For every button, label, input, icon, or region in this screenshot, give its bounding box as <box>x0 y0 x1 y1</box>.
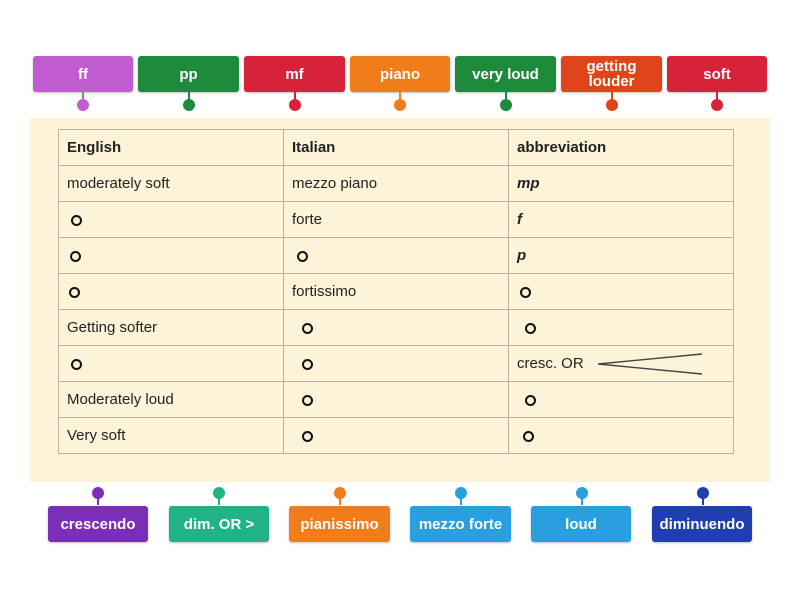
tile-label: dim. OR > <box>183 515 255 533</box>
tile-label: very loud <box>472 65 539 83</box>
tile-label: soft <box>703 65 731 83</box>
cell-italian <box>284 418 509 454</box>
drop-slot[interactable] <box>525 323 536 334</box>
pin-stem <box>97 497 99 505</box>
pin-stem <box>339 497 341 505</box>
header-abbreviation: abbreviation <box>509 130 734 166</box>
cell-abbreviation <box>509 346 734 382</box>
pin-dot <box>500 99 512 111</box>
tile-crescendo[interactable] <box>48 506 148 542</box>
pin-dot <box>711 99 723 111</box>
drop-slot[interactable] <box>69 287 80 298</box>
tile-label: mezzo forte <box>418 515 503 533</box>
dynamics-table <box>58 129 734 454</box>
tile-loud[interactable] <box>531 506 631 542</box>
drop-slot[interactable] <box>71 215 82 226</box>
table-row <box>59 238 734 274</box>
cell-english <box>59 202 284 238</box>
drop-slot[interactable] <box>70 251 81 262</box>
table-row <box>59 346 734 382</box>
cell-english <box>59 346 284 382</box>
tile-pianissimo[interactable] <box>289 506 390 542</box>
table-header-row <box>59 130 734 166</box>
table-row <box>59 418 734 454</box>
cell-english <box>59 238 284 274</box>
tile-label: piano <box>380 65 420 83</box>
table-row <box>59 310 734 346</box>
cell-english: Getting softer <box>59 310 284 346</box>
table-row <box>59 166 734 202</box>
cell-italian: forte <box>284 202 509 238</box>
tile-label: pp <box>179 65 198 83</box>
cell-abbreviation <box>509 418 734 454</box>
tile-piano[interactable] <box>350 56 450 92</box>
tile-soft[interactable] <box>667 56 767 92</box>
drop-slot[interactable] <box>302 323 313 334</box>
cell-italian: mezzo piano <box>284 166 509 202</box>
drop-slot[interactable] <box>71 359 82 370</box>
cell-italian <box>284 382 509 418</box>
tile-very-loud[interactable] <box>455 56 556 92</box>
pin-stem <box>218 497 220 505</box>
tile-getting-louder[interactable] <box>561 56 662 92</box>
pin-stem <box>460 497 462 505</box>
cell-italian <box>284 310 509 346</box>
pin-stem <box>581 497 583 505</box>
table-row <box>59 382 734 418</box>
drop-slot[interactable] <box>520 287 531 298</box>
cell-english: Very soft <box>59 418 284 454</box>
crescendo-hairpin-icon <box>594 350 706 378</box>
table-row <box>59 274 734 310</box>
tile-label: getting louder <box>586 58 637 90</box>
pin-dot <box>289 99 301 111</box>
drop-slot[interactable] <box>302 431 313 442</box>
drop-slot[interactable] <box>302 359 313 370</box>
tile-diminuendo[interactable] <box>652 506 752 542</box>
drop-slot[interactable] <box>523 431 534 442</box>
cell-english: moderately soft <box>59 166 284 202</box>
pin-stem <box>702 497 704 505</box>
tile-label: mf <box>285 65 304 83</box>
cresc-text: cresc. OR <box>517 354 584 372</box>
tile-pp[interactable] <box>138 56 239 92</box>
cell-english <box>59 274 284 310</box>
cell-italian: fortissimo <box>284 274 509 310</box>
tile-mezzo-forte[interactable] <box>410 506 511 542</box>
cell-abbreviation: f <box>509 202 734 238</box>
drop-slot[interactable] <box>525 395 536 406</box>
tile-label: pianissimo <box>300 515 379 533</box>
tile-label: diminuendo <box>659 515 745 533</box>
header-english: English <box>59 130 284 166</box>
pin-dot <box>183 99 195 111</box>
tile-dim-or[interactable] <box>169 506 269 542</box>
header-italian: Italian <box>284 130 509 166</box>
tile-label: crescendo <box>60 515 136 533</box>
table-row <box>59 202 734 238</box>
cell-abbreviation <box>509 382 734 418</box>
tile-label: loud <box>565 515 597 533</box>
pin-dot <box>606 99 618 111</box>
tile-ff[interactable] <box>33 56 133 92</box>
cell-abbreviation: p <box>509 238 734 274</box>
pin-dot <box>394 99 406 111</box>
cell-english: Moderately loud <box>59 382 284 418</box>
drop-slot[interactable] <box>297 251 308 262</box>
cell-abbreviation: mp <box>509 166 734 202</box>
cell-abbreviation <box>509 310 734 346</box>
drop-slot[interactable] <box>302 395 313 406</box>
pin-dot <box>77 99 89 111</box>
tile-mf[interactable] <box>244 56 345 92</box>
cell-italian <box>284 346 509 382</box>
cell-abbreviation <box>509 274 734 310</box>
cell-italian <box>284 238 509 274</box>
tile-label: ff <box>78 65 88 83</box>
